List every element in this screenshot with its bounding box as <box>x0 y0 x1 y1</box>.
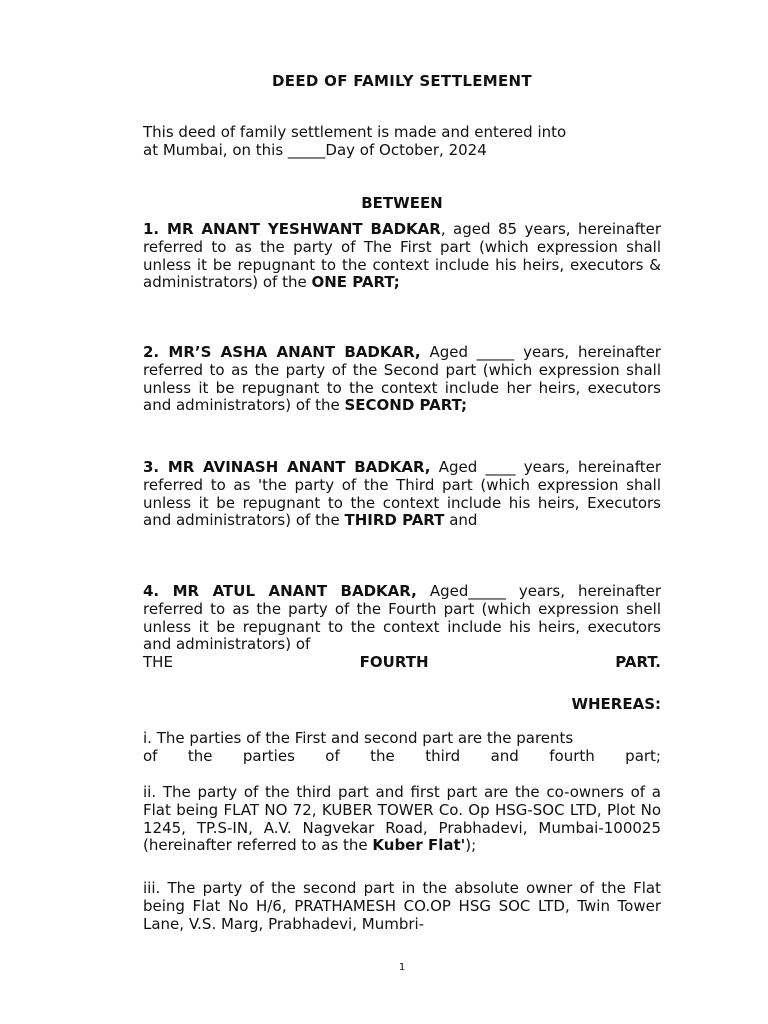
intro-paragraph <box>143 124 661 160</box>
clause-i-line-1: i. The parties of the First and second part are the parents <box>143 729 574 747</box>
party-3-designation: THIRD PART <box>344 511 445 530</box>
party-2-name: 2. MR’S ASHA ANANT BADKAR, <box>143 343 421 361</box>
party-1-designation: ONE PART; <box>311 273 400 292</box>
party-4-name: 4. MR ATUL ANANT BADKAR, <box>143 582 417 600</box>
party-1-age: , aged 85 years, <box>440 220 571 238</box>
party-1-paragraph <box>143 221 661 292</box>
party-4-age: Aged_____ years, <box>416 582 565 600</box>
between-heading: BETWEEN <box>361 194 443 212</box>
whereas-heading: WHEREAS: <box>571 695 661 713</box>
party-4-the: THE <box>143 653 173 672</box>
clause-ii-body: ii. The party of the third part and first part are the co-owners of a Flat being FLAT NO 72, KUBER TOWER Co. Op HSG-SOC LTD, Plot No 1245, TP.S-IN, A.V. Nagvekar Road, Prabhadevi, Mumbai-100025 (hereinafter referred to as the <box>143 783 661 855</box>
clause-i-word: of <box>143 746 158 765</box>
clause-ii-kuber-flat: Kuber Flat' <box>372 836 466 855</box>
clause-i-word: fourth <box>549 746 595 765</box>
clause-iii-body: iii. The party of the second part in the absolute owner of the Flat being Flat No H/6, PRATHAMESH CO.OP HSG SOC LTD, Twin Tower Lane, V.S. Marg, Prabhadevi, Mumbri- <box>143 879 661 933</box>
party-3-name: 3. MR AVINASH ANANT BADKAR, <box>143 458 431 476</box>
document-title: DEED OF FAMILY SETTLEMENT <box>272 72 532 90</box>
clause-ii-tail: ); <box>465 836 477 855</box>
party-4-body: hereinafter referred to as the party of the Fourth part (which expression shell unless it be repugnant to the context include his heirs, executors and administrators) of <box>143 582 661 654</box>
intro-line-2: at Mumbai, on this _____Day of October, 2024 <box>143 140 487 159</box>
clause-i-word: part; <box>625 746 661 765</box>
party-4-paragraph <box>143 583 661 672</box>
clause-i-word: parties <box>242 746 295 765</box>
clause-i <box>143 730 661 766</box>
clause-i-word: of <box>325 746 340 765</box>
clause-i-word: third <box>425 746 461 765</box>
clause-iii <box>143 880 661 933</box>
clause-i-word: and <box>490 746 519 765</box>
party-1-name: 1. MR ANANT YESHWANT BADKAR <box>143 220 441 238</box>
party-4-last-line <box>143 654 661 672</box>
party-3-paragraph <box>143 459 661 530</box>
party-2-age: Aged _____ years, <box>420 343 570 361</box>
clause-ii <box>143 784 661 855</box>
clause-i-word: the <box>370 746 395 765</box>
party-2-paragraph <box>143 344 661 415</box>
intro-line-1: This deed of family settlement is made and entered into <box>143 123 567 141</box>
page-number: 1 <box>398 962 406 973</box>
party-2-body: hereinafter referred to as the party of the Second part (which expression shall unless it be repugnant to the context include her heirs, executors and administrators) of the <box>143 343 661 415</box>
party-2-designation: SECOND PART; <box>344 396 468 415</box>
party-3-body: hereinafter referred to as 'the party of the Third part (which expression shall unless it be repugnant to the context include his heirs, Executors and administrators) of the <box>143 458 661 530</box>
clause-i-word: the <box>187 746 213 765</box>
party-4-fourth: FOURTH <box>359 653 429 672</box>
party-3-tail: and <box>444 511 478 530</box>
clause-i-line-2 <box>143 748 661 766</box>
party-1-body: hereinafter referred to as the party of The First part (which expression shall unless it be repugnant to the context include his heirs, executors & administrators) of the <box>143 220 661 292</box>
party-3-age: Aged ____ years, <box>430 458 570 476</box>
party-4-part: PART. <box>615 653 661 672</box>
